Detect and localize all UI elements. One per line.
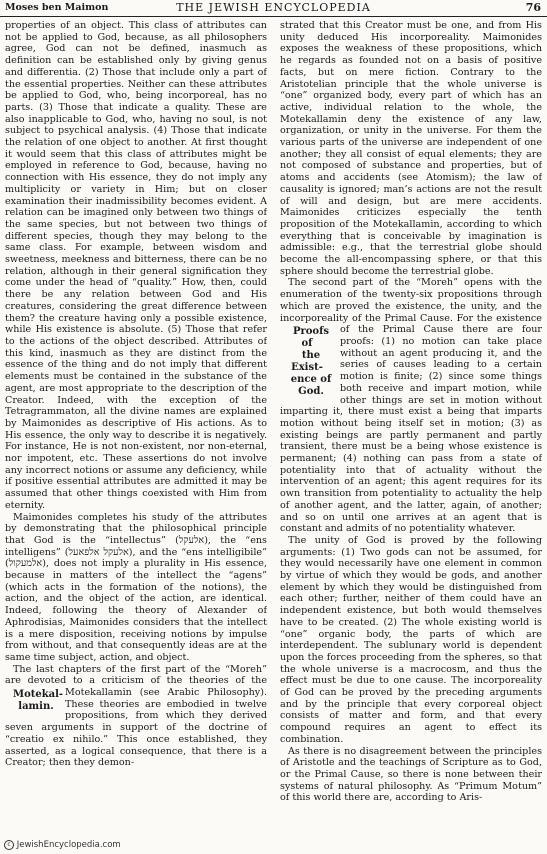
sidenote-line: Motekal- — [13, 689, 64, 701]
paragraph-text: four proofs: (1) no motion can take place without an agent producing it, and the series of causes leading to a certain motion is finite; (2) since some things both receive and impart motion, while other things are set in motion without imparting it, there must exist a being that imparts motion without being itself set in motion; (3) as existing beings are partly permanent and partly transient, there must be a being whose existence is permanent; (4) nothing can pass from a state of potentiality into that of actuality without the intervention of an agent; this agent requires for its own transition from potentiality to actuality the help of another agent, and the latter, again, of another; and so on until one arrives at an agent that is constant and admits of no potentiality whatever. — [280, 324, 542, 535]
sidenote-line: lamin. — [18, 701, 54, 713]
paragraph-text: The last chapters of the first part of the “Moreh” are devoted to a criticism of the theories of the Motekallamin (see Arabic Philosophy). — [5, 663, 267, 699]
sidenote-line: Proofs of — [292, 326, 330, 350]
paragraph: As there is no disagreement between the principles of Aristotle and the teachings of Scripture as to God, or the Primal Cause, so there is none between their systems of natural philosophy. As “Primum Motum” of this world there are, according to Aris- — [280, 745, 542, 804]
sidenote-proofs-of-existence — [280, 326, 334, 398]
paragraph-text: These theories are embodied in twelve propositions, from which they derived seven arguments in support of the doctrine of “creatio ex nihilo.” This once established, they asserted, as a logical consequence, that there is a Creator; then they demon- — [5, 698, 267, 769]
page-number: 76 — [525, 1, 541, 14]
paragraph: The unity of God is proved by the following arguments: (1) Two gods can not be assumed, for they would necessarily have one element in common by virtue of which they would be gods, and another element by which they would be distinguished from each other; further, neither of them could have an independent existence, but both would themselves have to be created. (2) The whole existing world is “one” organic body, the parts of which are interdependent. The sublunary world is dependent upon the forces proceeding from the spheres, so that the whole universe is a macrocosm, and thus the effect must be due to one cause. The incorporeality of God can be proved by the preceding arguments and by the principle that every corporeal object consists of matter and form, and that every compound requires an agent to effect its combination. — [280, 534, 542, 745]
paragraph — [280, 277, 542, 534]
paragraph — [5, 664, 267, 769]
sidenote-line: the Exist- — [291, 350, 323, 374]
footer-text: JewishEncyclopedia.com — [16, 840, 121, 850]
sidenote-line: God. — [298, 386, 324, 398]
paragraph: properties of an object. This class of attributes can not be applied to God, because, as all philosophers agree, God can not be defined, inasmuch as definition can be established only by giving genus and differentia. (2) Those that include only a part of the essential properties. Neither can these attributes be applied to God, who, being incorporeal, has no parts. (3) Those that indicate a quality. These are also inapplicable to God, who, having no soul, is not subject to psychical analysis. (4) Those that indicate the relation of one object to another. At first thought it would seem that this class of attributes might be employed in reference to God, because, having no connection with His essence, they do not imply any multiplicity or variety in Him; but on closer examination their inadmissibility becomes evident. A relation can be imagined only between two things of the same species, but not between two things of different species, though they may belong to the same class. For example, between wisdom and sweetness, meekness and bitterness, there can be no relation, although in their general signification they come under the head of “quality.” How, then, could there be any relation between God and His creatures, considering the great difference between them? the creature having only a possible existence, while His existence is absolute. (5) Those that refer to the actions of the object described. Attributes of this kind, inasmuch as they are distinct from the essence of the thing and do not imply that different elements must be contained in the substance of the agent, are most appropriate to the description of the Creator. Indeed, with the exception of the Tetragrammaton, all the divine names are explained by Maimonides as descriptive of His actions. As to His essence, the only way to describe it is negatively. For instance, He is not non-existent, nor non-eternal, nor impotent, etc. These assertions do not involve any incorrect notions or assume any deficiency, while if positive essential attributes are admitted it may be assumed that other things coexisted with Him from eternity. — [5, 20, 267, 511]
left-column — [5, 20, 267, 836]
paragraph: strated that this Creator must be one, and from His unity deduced His incorporeality. Maimonides exposes the weakness of these propositions, which he regards as founded not on a basis of positive facts, but on mere fiction. Contrary to the Aristotelian principle that the whole universe is “one” organized body, every part of which has an active, individual relation to the whole, the Motekallamin deny the existence of any law, organization, or unity in the universe. For them the various parts of the universe are independent of one another; they all consist of equal elements; they are not composed of substance and properties, but of atoms and accidents (see Atomism); the law of causality is ignored; man’s actions are not the result of will and design, but are mere accidents. Maimonides criticizes especially the tenth proposition of the Motekallamin, according to which everything that is conceivable by imagination is admissible: e.g., that the terrestrial globe should become the all-encompassing sphere, or that this sphere should become the terrestrial globe. — [280, 20, 542, 277]
sidenote-line: ence of — [290, 374, 332, 386]
site-footer — [4, 840, 121, 850]
running-head-left: Moses ben Maimon — [5, 2, 109, 13]
paragraph: Maimonides completes his study of the attributes by demonstrating that the philosophical principle that God is the “intellectus” (אלעקל), the “ens intelligens” (אלעקל אלפאעל), and the “ens intelligibile” (אלמעקול), does not imply a plurality in His essence, because in matters of the intellect the “agens” (which acts in the formation of the notions), the action, and the object of the action, are identical. Indeed, following the theory of Alexander of Aphrodisias, Maimonides considers that the intellect is a mere disposition, receiving notions by impulse from without, and that consequently ideas are at the same time subject, action, and object. — [5, 511, 267, 663]
sidenote-motekallamin — [5, 689, 64, 713]
running-head-title: THE JEWISH ENCYCLOPEDIA — [176, 1, 371, 14]
paragraph-text: The second part of the “Moreh” opens with the enumeration of the twenty-six propositions through which are proved the existence, the unity, and the incorporeality of the Primal Cause. For the existence of the Primal Cause there are — [280, 277, 542, 336]
page-header — [0, 0, 547, 17]
copyright-icon: c — [4, 840, 14, 850]
right-column — [280, 20, 542, 836]
